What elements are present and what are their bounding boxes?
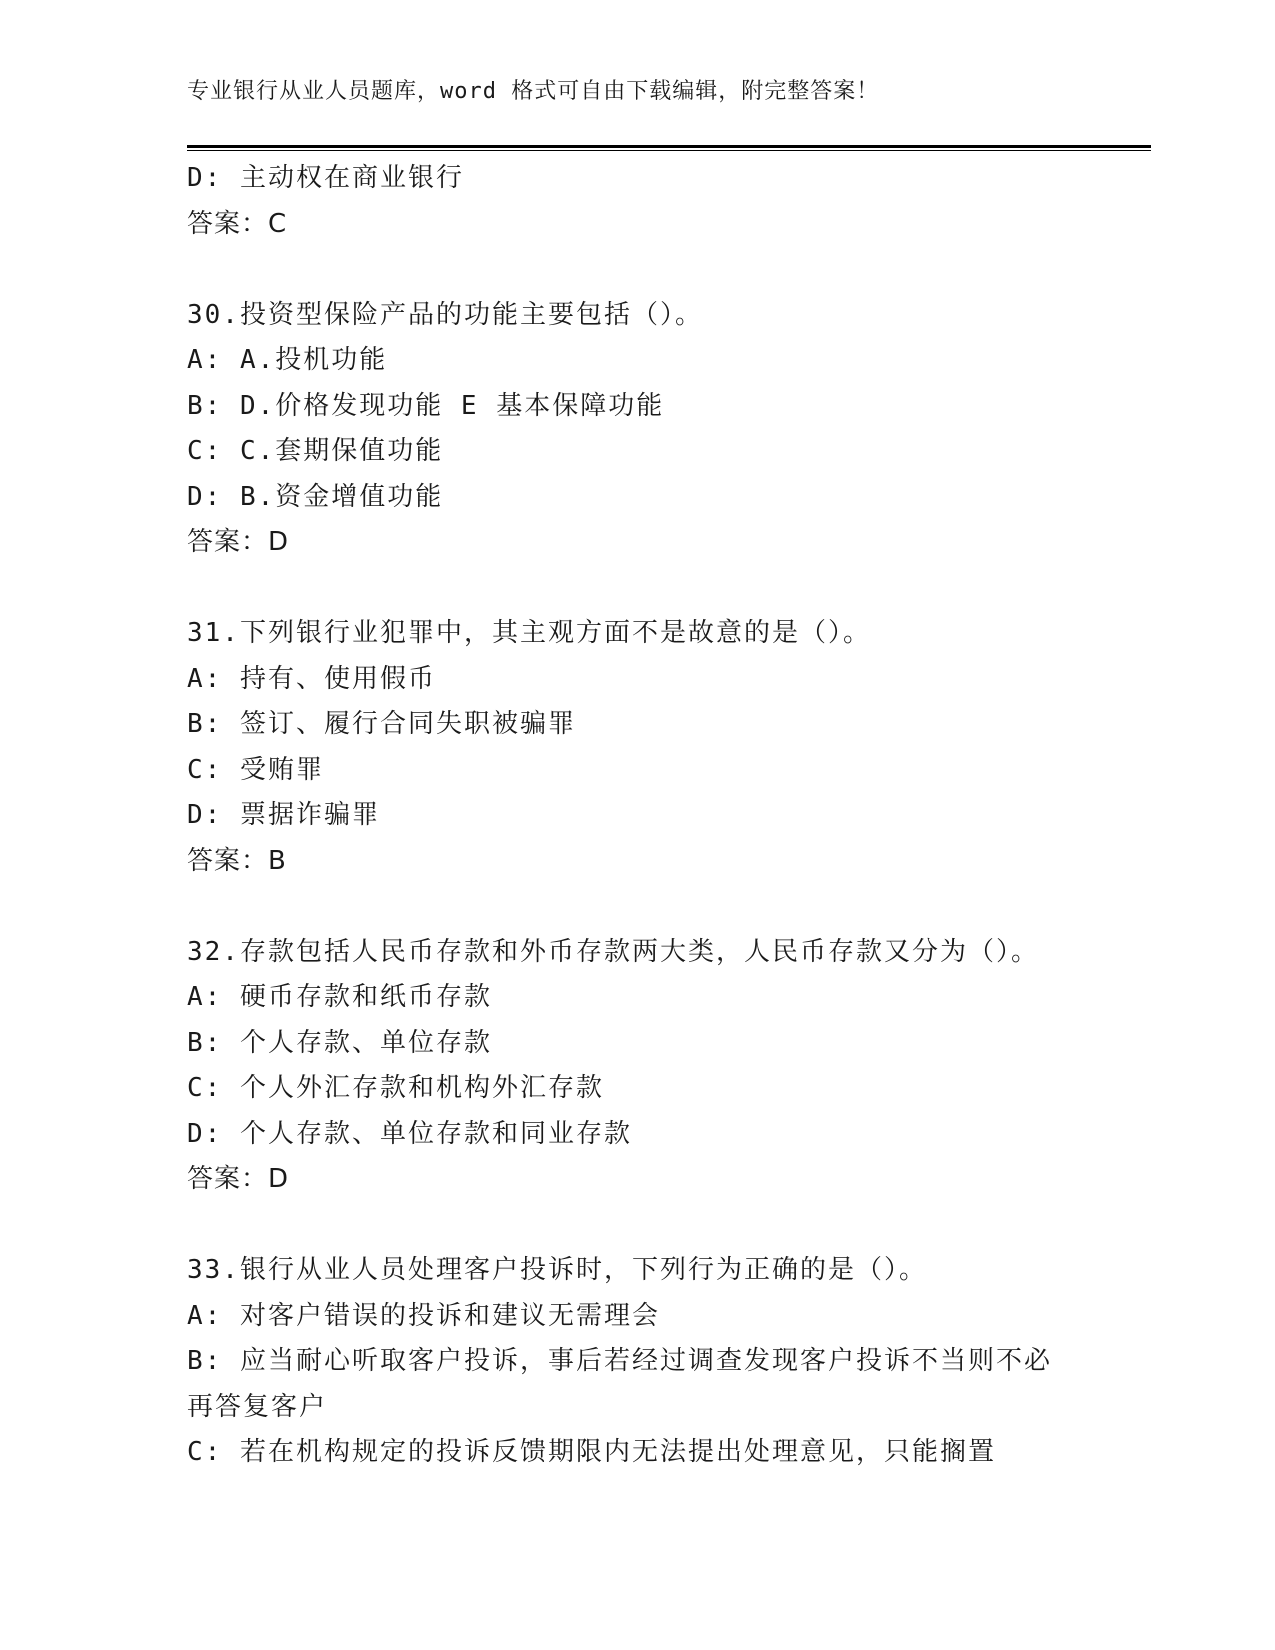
question-30 xyxy=(187,293,1087,566)
option-b: B: 个人存款、单位存款 xyxy=(187,1027,492,1058)
question-stem: 32.存款包括人民币存款和外币存款两大类，人民币存款又分为（）。 xyxy=(187,936,1039,967)
prev-question-answer: 答案：C xyxy=(187,208,288,239)
option-b: B: 应当耐心听取客户投诉，事后若经过调查发现客户投诉不当则不必 xyxy=(187,1346,1052,1376)
spacer xyxy=(187,247,1087,293)
header-divider-thin xyxy=(187,150,1151,151)
answer: 答案：B xyxy=(187,845,287,876)
question-list xyxy=(187,156,1087,1476)
option-c: C: C.套期保值功能 xyxy=(187,436,444,466)
option-d: D: 个人存款、单位存款和同业存款 xyxy=(187,1118,632,1149)
option-b: B: 签订、履行合同失职被骗罪 xyxy=(187,709,576,739)
option-b: B: D.价格发现功能 E 基本保障功能 xyxy=(187,390,665,421)
question-32 xyxy=(187,930,1087,1203)
answer: 答案：D xyxy=(187,527,290,557)
question-31 xyxy=(187,611,1087,884)
header-divider-thick xyxy=(187,145,1151,148)
question-33 xyxy=(187,1248,1087,1476)
option-a: A: 对客户错误的投诉和建议无需理会 xyxy=(187,1300,660,1331)
prev-question-option-d: D: 主动权在商业银行 xyxy=(187,163,464,193)
option-c: C: 若在机构规定的投诉反馈期限内无法提出处理意见，只能搁置 xyxy=(187,1437,996,1467)
option-a: A: 硬币存款和纸币存款 xyxy=(187,982,492,1012)
option-c: C: 个人外汇存款和机构外汇存款 xyxy=(187,1073,604,1103)
question-stem: 33.银行从业人员处理客户投诉时，下列行为正确的是（）。 xyxy=(187,1255,927,1285)
spacer xyxy=(187,884,1087,930)
page-header: 专业银行从业人员题库，word 格式可自由下载编辑，附完整答案！ xyxy=(187,79,880,104)
answer: 答案：D xyxy=(187,1164,290,1194)
question-stem: 31.下列银行业犯罪中，其主观方面不是故意的是（）。 xyxy=(187,618,871,648)
option-c: C: 受贿罪 xyxy=(187,754,324,785)
question-stem: 30.投资型保险产品的功能主要包括（）。 xyxy=(187,299,703,330)
option-b-continued: 再答复客户 xyxy=(187,1391,328,1422)
option-d: D: B.资金增值功能 xyxy=(187,481,444,512)
option-a: A: 持有、使用假币 xyxy=(187,663,436,694)
option-d: D: 票据诈骗罪 xyxy=(187,800,380,830)
option-a: A: A.投机功能 xyxy=(187,345,388,375)
spacer xyxy=(187,566,1087,612)
spacer xyxy=(187,1203,1087,1249)
